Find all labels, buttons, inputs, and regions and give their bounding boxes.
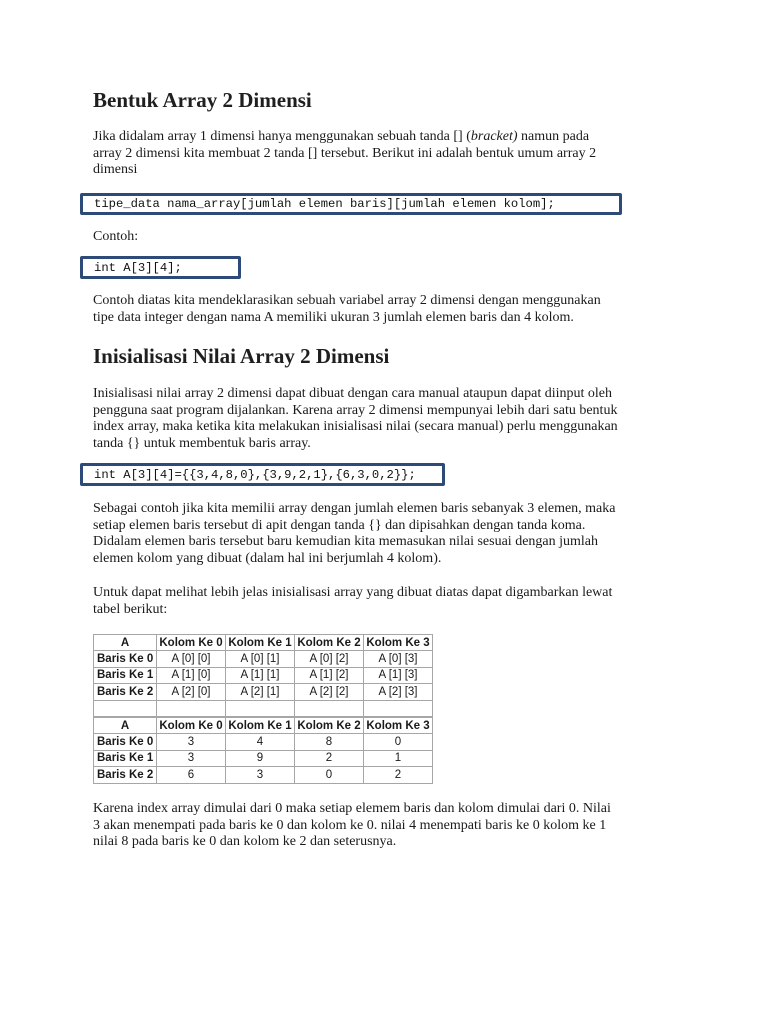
table-cell: 2 — [364, 767, 433, 783]
italic-text: bracket) — [470, 129, 518, 144]
index-table — [93, 634, 433, 717]
paragraph-line: Sebagai contoh jika kita memilii array dengan jumlah elemen baris sebanyak 3 elemen, maka — [93, 501, 616, 516]
paragraph-line: Didalam elemen baris tersebut baru kemudian kita memasukan nilai sesuai dengan jumlah — [93, 534, 599, 549]
table-cell: A [1] [0] — [157, 667, 226, 683]
row-header: Baris Ke 1 — [94, 667, 157, 683]
table-cell: A [1] [1] — [226, 667, 295, 683]
table-cell: 6 — [157, 767, 226, 783]
text-run: namun pada — [517, 129, 590, 144]
row-header: Baris Ke 2 — [94, 767, 157, 783]
syntax-code-box — [80, 193, 622, 215]
paragraph-line: Contoh: — [93, 229, 139, 244]
row-header: Baris Ke 0 — [94, 651, 157, 667]
closing-paragraph — [93, 801, 683, 851]
table-row — [94, 734, 433, 750]
table-cell: 9 — [226, 750, 295, 766]
table-header-row — [94, 635, 433, 651]
text-run: Jika didalam array 1 dimensi hanya menggunakan sebuah tanda [] ( — [93, 129, 471, 144]
table-cell: A [2] [0] — [157, 684, 226, 700]
example-code: int A[3][4]; — [94, 260, 182, 275]
intro-paragraph — [93, 129, 683, 179]
paragraph-line: tanda {} untuk membentuk baris array. — [93, 435, 311, 451]
paragraph-line: tipe data integer dengan nama A memiliki ukuran 3 jumlah elemen baris dan 4 kolom. — [93, 309, 574, 325]
paragraph-line: Untuk dapat melihat lebih jelas inisialisasi array yang dibuat diatas dapat digambarkan lewat — [93, 585, 613, 600]
column-header: Kolom Ke 1 — [226, 718, 295, 734]
table-cell: 3 — [157, 750, 226, 766]
table-row — [94, 750, 433, 766]
table-row — [94, 684, 433, 700]
table-cell: 1 — [364, 750, 433, 766]
paragraph-line: Contoh diatas kita mendeklarasikan sebuah variabel array 2 dimensi dengan menggunakan — [93, 293, 601, 308]
table-corner: A — [94, 635, 157, 651]
init-code-box — [80, 463, 445, 486]
paragraph-line: pengguna saat program dijalankan. Karena array 2 dimensi mempunyai lebih dari satu bentuk — [93, 402, 618, 418]
table-cell: 0 — [364, 734, 433, 750]
column-header: Kolom Ke 2 — [295, 718, 364, 734]
column-header: Kolom Ke 0 — [157, 635, 226, 651]
table-cell: A [0] [2] — [295, 651, 364, 667]
paragraph-line: nilai 8 pada baris ke 0 dan kolom ke 2 dan seterusnya. — [93, 834, 397, 849]
paragraph-line: elemen kolom yang dibuat (dalam hal ini berjumlah 4 kolom). — [93, 550, 442, 566]
table-cell: A [0] [1] — [226, 651, 295, 667]
paragraph-line: index array, maka ketika kita melakukan inisialisasi nilai (secara manual) perlu menggunakan — [93, 419, 618, 434]
table-cell: A [0] [3] — [364, 651, 433, 667]
syntax-code: tipe_data nama_array[jumlah elemen baris][jumlah elemen kolom]; — [94, 197, 555, 211]
row-header: Baris Ke 0 — [94, 734, 157, 750]
example-code-box — [80, 256, 241, 279]
table-cell: A [0] [0] — [157, 651, 226, 667]
row-header: Baris Ke 1 — [94, 750, 157, 766]
table-cell: 0 — [295, 767, 364, 783]
example-description — [93, 293, 683, 326]
table-cell: 3 — [157, 734, 226, 750]
column-header: Kolom Ke 1 — [226, 635, 295, 651]
table-cell: A [2] [2] — [295, 684, 364, 700]
init-code: int A[3][4]={{3,4,8,0},{3,9,2,1},{6,3,0,2}}; — [94, 467, 416, 482]
column-header: Kolom Ke 3 — [364, 635, 433, 651]
table-spacer-row — [94, 700, 433, 716]
table-header-row — [94, 718, 433, 734]
paragraph-line: Karena index array dimulai dari 0 maka setiap elemem baris dan kolom dimulai dari 0. Nilai — [93, 801, 611, 816]
section-heading-bentuk-array: Bentuk Array 2 Dimensi — [93, 88, 312, 112]
paragraph-line: setiap elemen baris tersebut di apit dengan tanda {} dan dipisahkan dengan tanda koma. — [93, 517, 586, 533]
init-paragraph — [93, 386, 683, 452]
paragraph-line: Inisialisasi nilai array 2 dimensi dapat dibuat dengan cara manual ataupun dapat diinput oleh — [93, 386, 613, 401]
table-corner: A — [94, 718, 157, 734]
table-cell: A [1] [2] — [295, 667, 364, 683]
example-label — [93, 229, 683, 246]
table-cell: 2 — [295, 750, 364, 766]
paragraph-line: array 2 dimensi kita membuat 2 tanda [] tersebut. Berikut ini adalah bentuk umum array 2 — [93, 145, 597, 161]
column-header: Kolom Ke 3 — [364, 718, 433, 734]
paragraph-line — [93, 129, 683, 146]
table-cell: 3 — [226, 767, 295, 783]
table-cell: 4 — [226, 734, 295, 750]
table-cell: A [1] [3] — [364, 667, 433, 683]
paragraph-line: dimensi — [93, 162, 138, 177]
table-cell: 8 — [295, 734, 364, 750]
table-cell: A [2] [1] — [226, 684, 295, 700]
row-header: Baris Ke 2 — [94, 684, 157, 700]
values-table — [93, 717, 433, 784]
paragraph-line: 3 akan menempati pada baris ke 0 dan kolom ke 0. nilai 4 menempati baris ke 0 kolom ke 1 — [93, 817, 607, 833]
table-cell: A [2] [3] — [364, 684, 433, 700]
column-header: Kolom Ke 2 — [295, 635, 364, 651]
table-row — [94, 651, 433, 667]
table-row — [94, 667, 433, 683]
table-row — [94, 767, 433, 783]
paragraph-line: tabel berikut: — [93, 601, 168, 617]
explanation-paragraph — [93, 501, 683, 567]
section-heading-inisialisasi: Inisialisasi Nilai Array 2 Dimensi — [93, 344, 390, 368]
table-intro-paragraph — [93, 585, 683, 618]
column-header: Kolom Ke 0 — [157, 718, 226, 734]
